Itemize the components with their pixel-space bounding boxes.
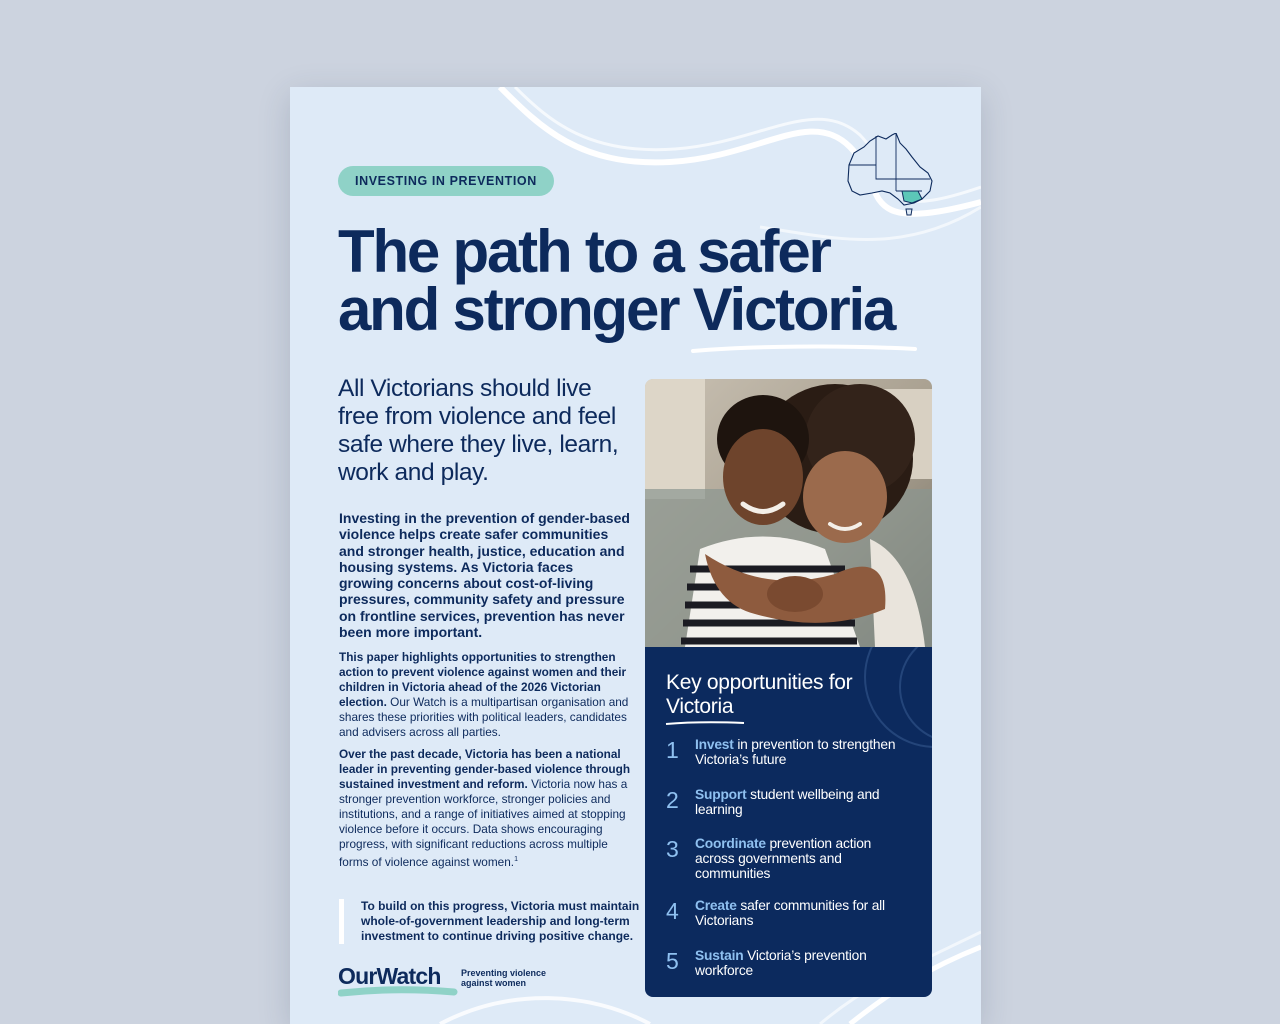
body-paragraph-3: Over the past decade, Victoria has been a national leader in preventing gender-based violence through sustained investment and reform. Victoria now has a stronger prevention workforce, stronger policies and institutions, and a range of initiatives aimed at stopping violence before it occurs. Data shows encouraging progress, with significant reductions across multiple forms of violence against women.$^1$ [339,747,631,869]
body-paragraph-1: Investing in the prevention of gender-based violence helps create safer communities and stronger health, justice, education and housing systems. As Victoria faces growing concerns about cost-of-living pressures, community safety and pressure on frontline services, prevention has never been more important. [339,510,630,641]
opportunity-number: 4 [666,898,679,924]
title-line-1: The path to a safer [338,218,830,285]
pull-quote: To build on this progress, Victoria must maintain whole-of-government leadership and long-term investment to continue driving positive change. [339,899,651,944]
title-line-2: and stronger [338,276,693,343]
opportunity-text: Support student wellbeing and learning [695,787,880,817]
panel-title-underline [665,720,745,726]
intro-statement: All Victorians should live free from violence and feel safe where they live, learn, work and play. [338,375,619,486]
logo-swash [338,985,458,999]
opportunity-number: 5 [666,948,679,974]
key-opportunities-panel [645,647,932,997]
report-page [290,87,981,1024]
title-underline-stroke [691,343,917,355]
panel-title-highlight: Victoria [666,695,733,719]
title-highlight-word: Victoria [693,281,894,339]
opportunity-text: Create safer communities for all Victorians [695,898,885,928]
australia-map-icon [846,133,936,219]
opportunity-number: 1 [666,737,679,763]
body-paragraph-2: This paper highlights opportunities to strengthen action to prevent violence against women and their children in Victoria ahead of the 2026 Victorian election. Our Watch is a multipartisan organisation and shares these priorities with political leaders, candidates and advisers across all parties. [339,650,629,739]
opportunity-text: Invest in prevention to strengthen Victoria’s future [695,737,896,767]
opportunity-text: Sustain Victoria’s prevention workforce [695,948,867,978]
opportunity-text: Coordinate prevention action across governments and communities [695,836,872,881]
logo-wordmark: OurWatch [338,963,441,989]
key-opportunities-title: Key opportunities for Victoria [666,671,886,719]
opportunity-number: 2 [666,787,679,813]
logo-tagline: Preventing violence against women [461,968,547,988]
photo-mother-daughter-hug [645,379,932,647]
category-badge: INVESTING IN PREVENTION [338,166,554,196]
footnote-marker: 1 [514,856,518,863]
page-title [338,218,958,343]
opportunity-number: 3 [666,836,679,862]
